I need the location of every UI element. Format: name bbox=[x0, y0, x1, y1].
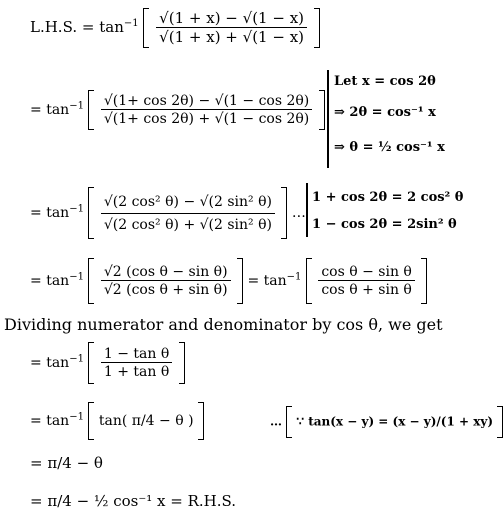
step-6: = $\tan^{-1} \tan$( π/4 − θ ) bbox=[30, 402, 204, 440]
step-7: = π/4 − θ bbox=[30, 454, 103, 472]
fraction-3: $\frac{\text{√(2 cos² θ) − √(2 sin² θ)}}{\text{√(2 cos² θ) + √(2 sin² θ)}}$ bbox=[101, 195, 275, 232]
fraction-1 bbox=[156, 11, 307, 45]
fraction-5: $\frac{\text{1 − tan θ}}{\text{1 + tan θ}}$ bbox=[101, 347, 172, 379]
identity-note-3: … ∵ tan(x − y) = (x − y)/(1 + xy) bbox=[270, 406, 503, 438]
dividing-text: Dividing numerator and denominator by cos θ, we get bbox=[4, 315, 443, 334]
step-3: = $\tan^{-1}$ $\frac{\text{√(2 cos² θ) − √(2 sin² θ)}}{\text{√(2 cos² θ) + √(2 sin² θ)}}$ … bbox=[30, 187, 306, 239]
step-2: = $\tan^{-1}$ $\frac{√(1+ \cos 2\theta) - √(1 - \cos 2\theta)}{√(1+ \cos 2\theta) + √(1 - \cos 2\theta)}$ bbox=[30, 90, 325, 130]
fraction-1-denominator: √(1 + x) + √(1 − x) bbox=[159, 28, 305, 46]
tan-expression: tan( π/4 − θ ) bbox=[98, 413, 194, 429]
fraction-4: $\frac{\text{√2 (cos θ − sin θ)}}{\text{√2 (cos θ + sin θ)}}$ bbox=[101, 265, 231, 297]
lhs-label: L.H.S. = bbox=[30, 18, 95, 36]
identity-note-1: 1 + cos 2θ = 2 cos² θ bbox=[312, 190, 464, 205]
identity-note-2: 1 − cos 2θ = 2sin² θ bbox=[312, 217, 457, 232]
fraction-1-numerator: √(1 + x) − √(1 − x) bbox=[156, 11, 307, 28]
substitution-note-2: ⇒ 2θ = cos⁻¹ x bbox=[334, 105, 436, 120]
fraction-4b: $\frac{\text{cos θ − sin θ}}{\text{cos θ + sin θ}}$ bbox=[318, 265, 415, 297]
lhs-line bbox=[30, 8, 320, 48]
substitution-note-3: ⇒ θ = ½ cos⁻¹ x bbox=[334, 140, 445, 155]
substitution-note-1: Let x = cos 2θ bbox=[334, 74, 436, 89]
step-4: = $\tan^{-1}$ $\frac{\text{√2 (cos θ − sin θ)}}{\text{√2 (cos θ + sin θ)}}$ = $\tan^{-1}$ $\frac{\text{cos θ − sin θ}}{\text{cos θ + sin θ}}$ bbox=[30, 258, 427, 304]
ellipsis: … bbox=[291, 205, 306, 221]
tan-inverse: $\tan^{-1}$ bbox=[99, 18, 139, 36]
step-8: = π/4 − ½ cos⁻¹ x = R.H.S. bbox=[30, 492, 237, 510]
fraction-2: $\frac{√(1+ \cos 2\theta) - √(1 - \cos 2\theta)}{√(1+ \cos 2\theta) + √(1 - \cos 2\theta)}$ bbox=[101, 94, 312, 126]
step-5: = $\tan^{-1}$ $\frac{\text{1 − tan θ}}{\text{1 + tan θ}}$ bbox=[30, 342, 185, 384]
